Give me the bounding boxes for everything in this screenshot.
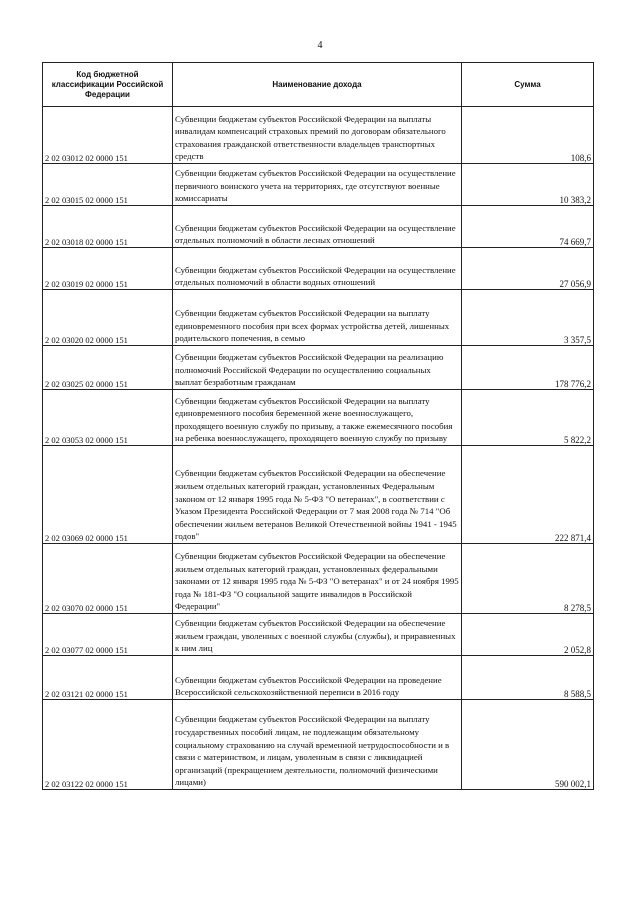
table-row	[43, 656, 594, 700]
header-amount: Сумма	[462, 63, 594, 107]
row-code: 2 02 03069 02 0000 151	[43, 446, 173, 544]
row-amount: 8 588,5	[462, 656, 594, 700]
table-row	[43, 390, 594, 446]
table-row	[43, 446, 594, 544]
row-amount: 8 278,5	[462, 544, 594, 614]
income-table	[42, 62, 594, 790]
row-code: 2 02 03015 02 0000 151	[43, 164, 173, 206]
row-name: Субвенции бюджетам субъектов Российской Федерации на выплату единовременного пособия при всех формах устройства детей, лишенных родительского попечения, в семью	[173, 290, 462, 346]
row-code: 2 02 03122 02 0000 151	[43, 700, 173, 790]
table-header-row	[43, 63, 594, 107]
row-code: 2 02 03077 02 0000 151	[43, 614, 173, 656]
row-name: Субвенции бюджетам субъектов Российской Федерации на осуществление первичного воинского учета на территориях, где отсутствуют военные комиссариаты	[173, 164, 462, 206]
row-code: 2 02 03018 02 0000 151	[43, 206, 173, 248]
row-code: 2 02 03019 02 0000 151	[43, 248, 173, 290]
table-row	[43, 107, 594, 164]
table-row	[43, 700, 594, 790]
table-body	[43, 107, 594, 790]
table-row	[43, 544, 594, 614]
row-amount: 222 871,4	[462, 446, 594, 544]
row-name: Субвенции бюджетам субъектов Российской Федерации на обеспечение жильем отдельных категорий граждан, установленных Федеральным законом от 12 января 1995 года № 5-ФЗ "О ветеранах", в соответствии с Указом Президента Российской Федерации от 7 мая 2008 года № 714 "Об обеспечении жильем ветеранов Великой Отечественной войны 1941 - 1945 годов"	[173, 446, 462, 544]
row-amount: 5 822,2	[462, 390, 594, 446]
header-name: Наименование дохода	[173, 63, 462, 107]
row-name: Субвенции бюджетам субъектов Российской Федерации на реализацию полномочий Российской Федерации по осуществлению социальных выплат безработным гражданам	[173, 346, 462, 390]
row-name: Субвенции бюджетам субъектов Российской Федерации на выплату единовременного пособия беременной жене военнослужащего, проходящего военную службу по призыву, а также ежемесячного пособия на ребенка военнослужащего, проходящего военную службу по призыву	[173, 390, 462, 446]
row-name: Субвенции бюджетам субъектов Российской Федерации на обеспечение жильем отдельных категорий граждан, установленных федеральными законами от 12 января 1995 года № 5-ФЗ "О ветеранах" и от 24 ноября 1995 года № 181-ФЗ "О социальной защите инвалидов в Российской Федерации"	[173, 544, 462, 614]
row-code: 2 02 03020 02 0000 151	[43, 290, 173, 346]
row-amount: 74 669,7	[462, 206, 594, 248]
row-name: Субвенции бюджетам субъектов Российской Федерации на выплату государственных пособий лицам, не подлежащим обязательному социальному страхованию на случай временной нетрудоспособности и в связи с материнством, и лицам, уволенным в связи с ликвидацией организаций (прекращением деятельности, полномочий физическими лицами)	[173, 700, 462, 790]
row-name: Субвенции бюджетам субъектов Российской Федерации на осуществление отдельных полномочий в области водных отношений	[173, 248, 462, 290]
table-row	[43, 346, 594, 390]
row-amount: 10 383,2	[462, 164, 594, 206]
row-amount: 3 357,5	[462, 290, 594, 346]
row-amount: 178 776,2	[462, 346, 594, 390]
row-name: Субвенции бюджетам субъектов Российской Федерации на проведение Всероссийской сельскохозяйственной переписи в 2016 году	[173, 656, 462, 700]
table-row	[43, 206, 594, 248]
row-code: 2 02 03053 02 0000 151	[43, 390, 173, 446]
table-row	[43, 164, 594, 206]
table-row	[43, 290, 594, 346]
row-code: 2 02 03070 02 0000 151	[43, 544, 173, 614]
row-code: 2 02 03121 02 0000 151	[43, 656, 173, 700]
row-amount: 2 052,8	[462, 614, 594, 656]
row-amount: 590 002,1	[462, 700, 594, 790]
table-row	[43, 248, 594, 290]
page-number: 4	[317, 40, 323, 51]
row-name: Субвенции бюджетам субъектов Российской Федерации на осуществление отдельных полномочий в области лесных отношений	[173, 206, 462, 248]
row-name: Субвенции бюджетам субъектов Российской Федерации на выплаты инвалидам компенсаций страховых премий по договорам обязательного страхования гражданской ответственности владельцев транспортных средств	[173, 107, 462, 164]
row-code: 2 02 03012 02 0000 151	[43, 107, 173, 164]
row-amount: 108,6	[462, 107, 594, 164]
header-code: Код бюджетной классификации Российской Федерации	[43, 63, 173, 107]
table-row	[43, 614, 594, 656]
row-name: Субвенции бюджетам субъектов Российской Федерации на обеспечение жильем граждан, уволенных с военной службы (службы), и приравненных к ним лиц	[173, 614, 462, 656]
row-code: 2 02 03025 02 0000 151	[43, 346, 173, 390]
row-amount: 27 056,9	[462, 248, 594, 290]
